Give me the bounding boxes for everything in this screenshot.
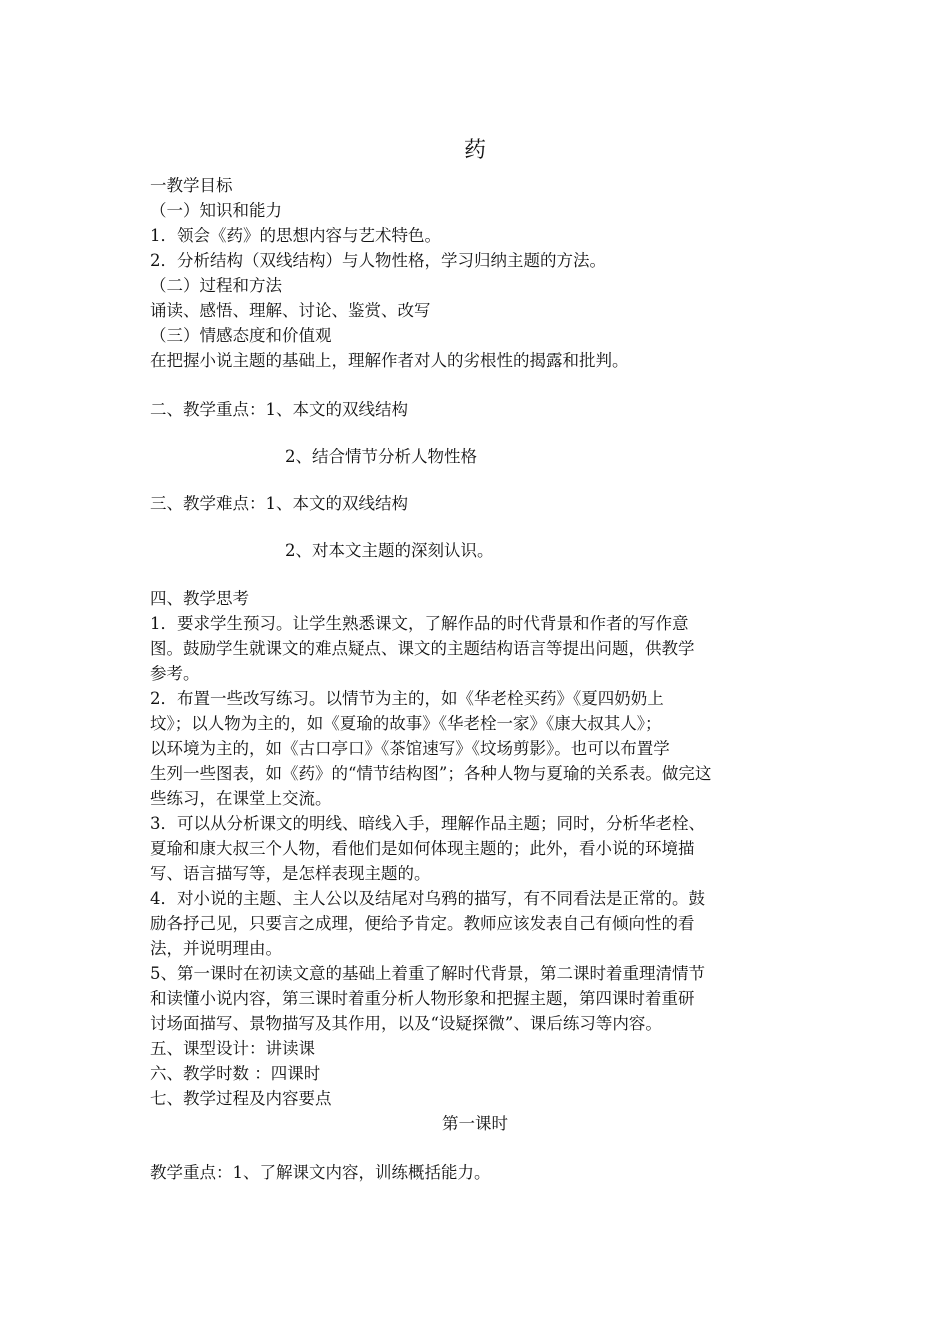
document-title: 药: [463, 138, 486, 163]
subheading-knowledge: （一）知识和能力: [150, 201, 282, 220]
text-line: 图。鼓励学生就课文的难点疑点、课文的主题结构语言等提出问题，供教学: [150, 639, 695, 658]
section-heading-difficulties: 三、教学难点：1、本文的双线结构: [150, 494, 408, 513]
text-line: 夏瑜和康大叔三个人物，看他们是如何体现主题的；此外，看小说的环境描: [150, 839, 695, 858]
text-line: 1．要求学生预习。让学生熟悉课文，了解作品的时代背景和作者的写作意: [150, 614, 689, 633]
text-line: 2．布置一些改写练习。以情节为主的，如《华老栓买药》《夏四奶奶上: [150, 689, 664, 708]
text-line: 以环境为主的，如《古口亭口》《茶馆速写》《坟场剪影》。也可以布置学: [150, 739, 670, 758]
text-line: 诵读、感悟、理解、讨论、鉴赏、改写: [150, 301, 431, 320]
text-line: 和读懂小说内容，第三课时着重分析人物形象和把握主题，第四课时着重研: [150, 989, 695, 1008]
section-heading-process: 七、教学过程及内容要点: [150, 1089, 332, 1108]
text-line: 2．分析结构（双线结构）与人物性格，学习归纳主题的方法。: [150, 251, 606, 270]
section-heading-lesson-type: 五、课型设计：讲读课: [150, 1039, 315, 1058]
text-line: 2、对本文主题的深刻认识。: [285, 541, 494, 560]
lesson-heading: 第一课时: [442, 1114, 508, 1133]
section-heading-key-points: 二、教学重点：1、本文的双线结构: [150, 400, 408, 419]
text-line: 励各抒己见，只要言之成理，便给予肯定。教师应该发表自己有倾向性的看: [150, 914, 695, 933]
text-line: 参考。: [150, 664, 200, 683]
text-line: 生列一些图表，如《药》的“情节结构图”；各种人物与夏瑜的关系表。做完这: [150, 764, 712, 783]
section-heading-objectives: 一教学目标: [150, 176, 233, 195]
text-line: 在把握小说主题的基础上，理解作者对人的劣根性的揭露和批判。: [150, 351, 629, 370]
text-line: 3．可以从分析课文的明线、暗线入手，理解作品主题；同时，分析华老栓、: [150, 814, 705, 833]
text-line: 讨场面描写、景物描写及其作用，以及“设疑探微”、课后练习等内容。: [150, 1014, 662, 1033]
text-line: 4．对小说的主题、主人公以及结尾对乌鸦的描写，有不同看法是正常的。鼓: [150, 889, 705, 908]
text-line: 1．领会《药》的思想内容与艺术特色。: [150, 226, 441, 245]
text-line: 坟》；以人物为主的，如《夏瑜的故事》《华老栓一家》《康大叔其人》；: [150, 714, 662, 733]
subheading-attitude: （三）情感态度和价值观: [150, 326, 332, 345]
section-heading-hours: 六、教学时数 ：四课时: [150, 1064, 321, 1083]
text-line: 2、结合情节分析人物性格: [285, 447, 477, 466]
text-line: 法，并说明理由。: [150, 939, 282, 958]
text-line: 些练习，在课堂上交流。: [150, 789, 332, 808]
text-line: 写、语言描写等，是怎样表现主题的。: [150, 864, 431, 883]
text-line: 5、第一课时在初读文意的基础上着重了解时代背景，第二课时着重理清情节: [150, 964, 705, 983]
text-line: 教学重点：1、了解课文内容，训练概括能力。: [150, 1163, 491, 1182]
subheading-process: （二）过程和方法: [150, 276, 282, 295]
section-heading-reflection: 四、教学思考: [150, 589, 249, 608]
